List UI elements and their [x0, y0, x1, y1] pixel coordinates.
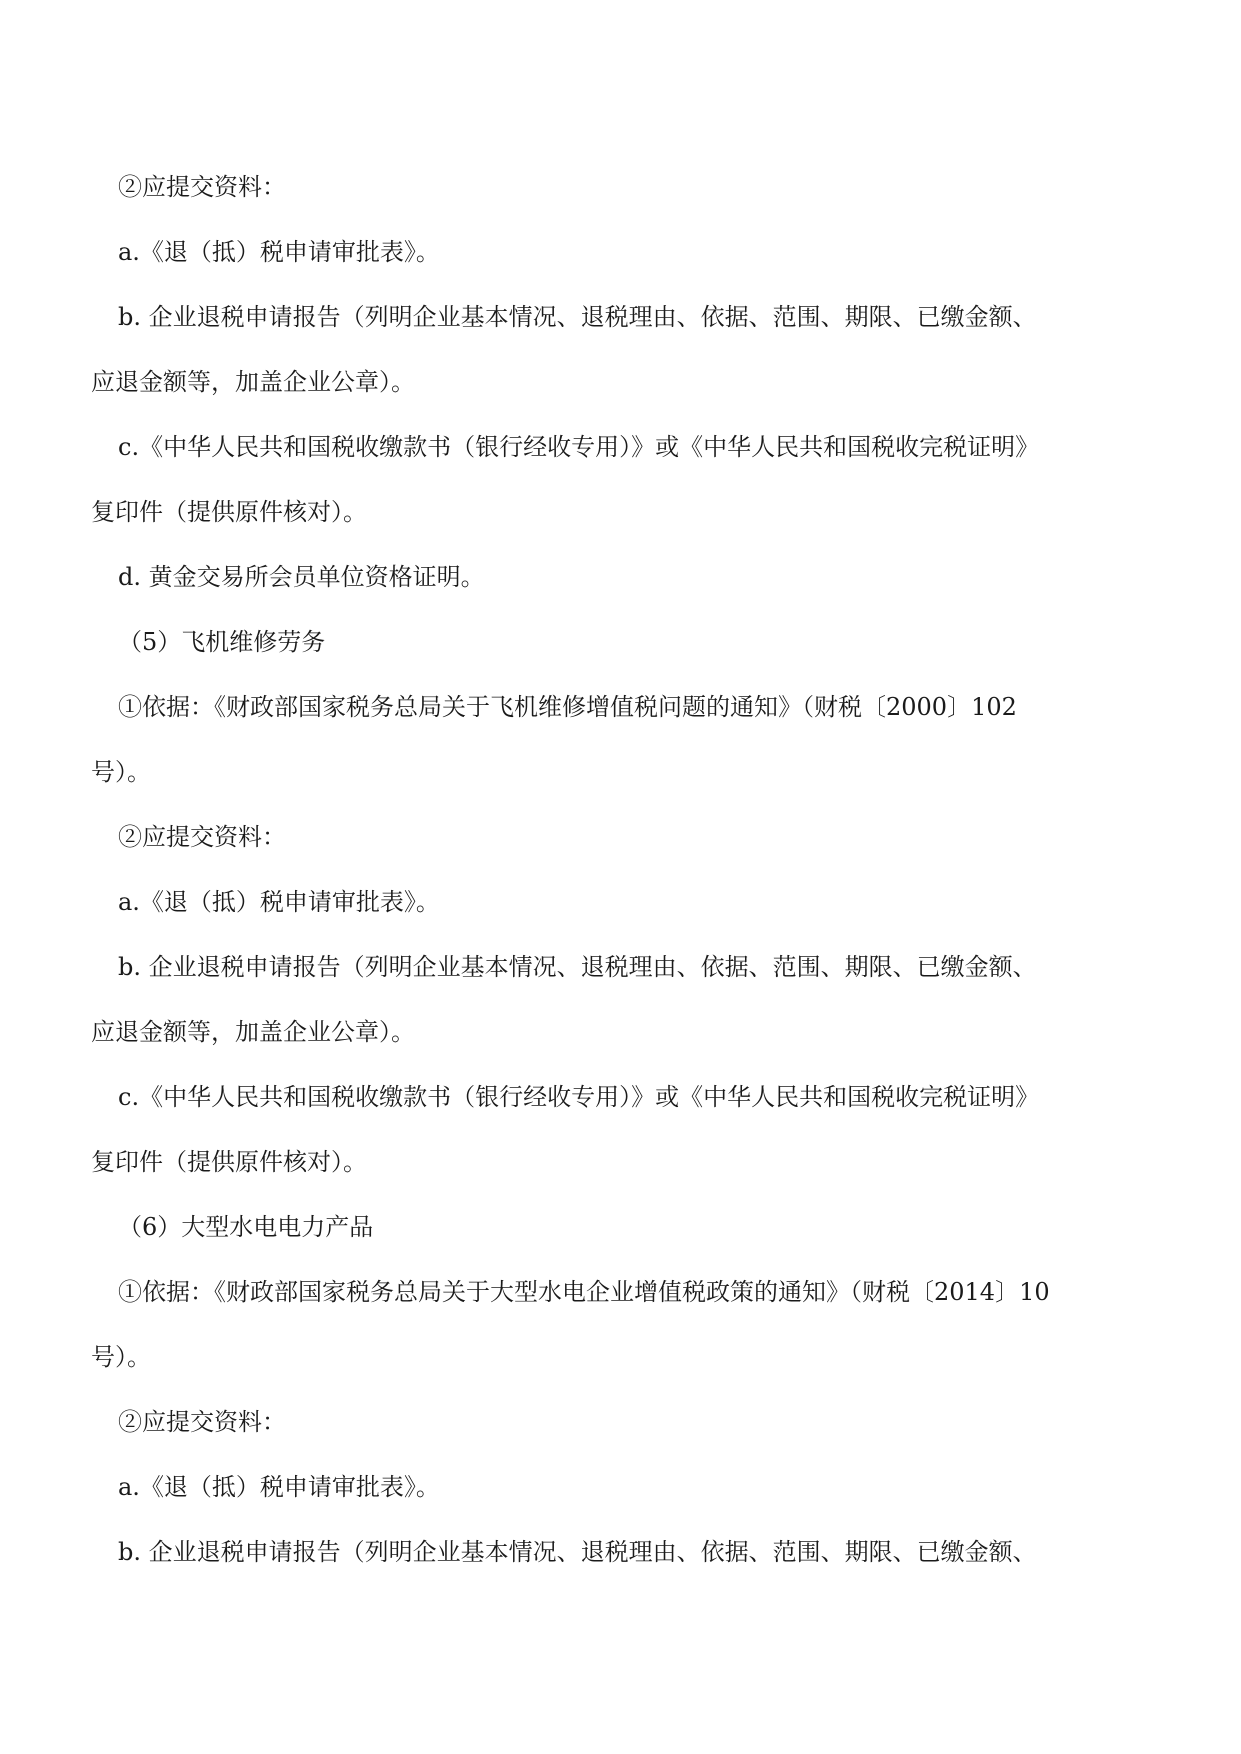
paragraph: a.《退（抵）税申请审批表》。 [118, 888, 440, 916]
paragraph: b. 企业退税申请报告（列明企业基本情况、退税理由、依据、范围、期限、已缴金额、 [118, 1538, 1037, 1566]
paragraph: ①依据：《财政部国家税务总局关于大型水电企业增值税政策的通知》（财税〔2014〕10 [118, 1278, 1050, 1306]
document-page [91, 155, 1151, 1585]
paragraph-continuation: 复印件（提供原件核对）。 [91, 1148, 367, 1176]
paragraph: b. 企业退税申请报告（列明企业基本情况、退税理由、依据、范围、期限、已缴金额、 [118, 953, 1037, 981]
paragraph-continuation: 号）。 [91, 1343, 151, 1371]
paragraph: ②应提交资料： [118, 1408, 286, 1436]
paragraph: ①依据：《财政部国家税务总局关于飞机维修增值税问题的通知》（财税〔2000〕102 [118, 693, 1017, 721]
paragraph: ②应提交资料： [118, 823, 286, 851]
section-heading: （6）大型水电电力产品 [118, 1213, 374, 1241]
paragraph-continuation: 号）。 [91, 758, 151, 786]
paragraph: b. 企业退税申请报告（列明企业基本情况、退税理由、依据、范围、期限、已缴金额、 [118, 303, 1037, 331]
paragraph: c.《中华人民共和国税收缴款书（银行经收专用）》或《中华人民共和国税收完税证明》 [118, 1083, 1040, 1111]
paragraph: a.《退（抵）税申请审批表》。 [118, 238, 440, 266]
paragraph-continuation: 应退金额等，加盖企业公章）。 [91, 1018, 415, 1046]
paragraph-continuation: 复印件（提供原件核对）。 [91, 498, 367, 526]
paragraph: a.《退（抵）税申请审批表》。 [118, 1473, 440, 1501]
paragraph-continuation: 应退金额等，加盖企业公章）。 [91, 368, 415, 396]
paragraph: d. 黄金交易所会员单位资格证明。 [118, 563, 485, 591]
paragraph: c.《中华人民共和国税收缴款书（银行经收专用）》或《中华人民共和国税收完税证明》 [118, 433, 1040, 461]
paragraph: ②应提交资料： [118, 173, 286, 201]
section-heading: （5）飞机维修劳务 [118, 628, 326, 656]
